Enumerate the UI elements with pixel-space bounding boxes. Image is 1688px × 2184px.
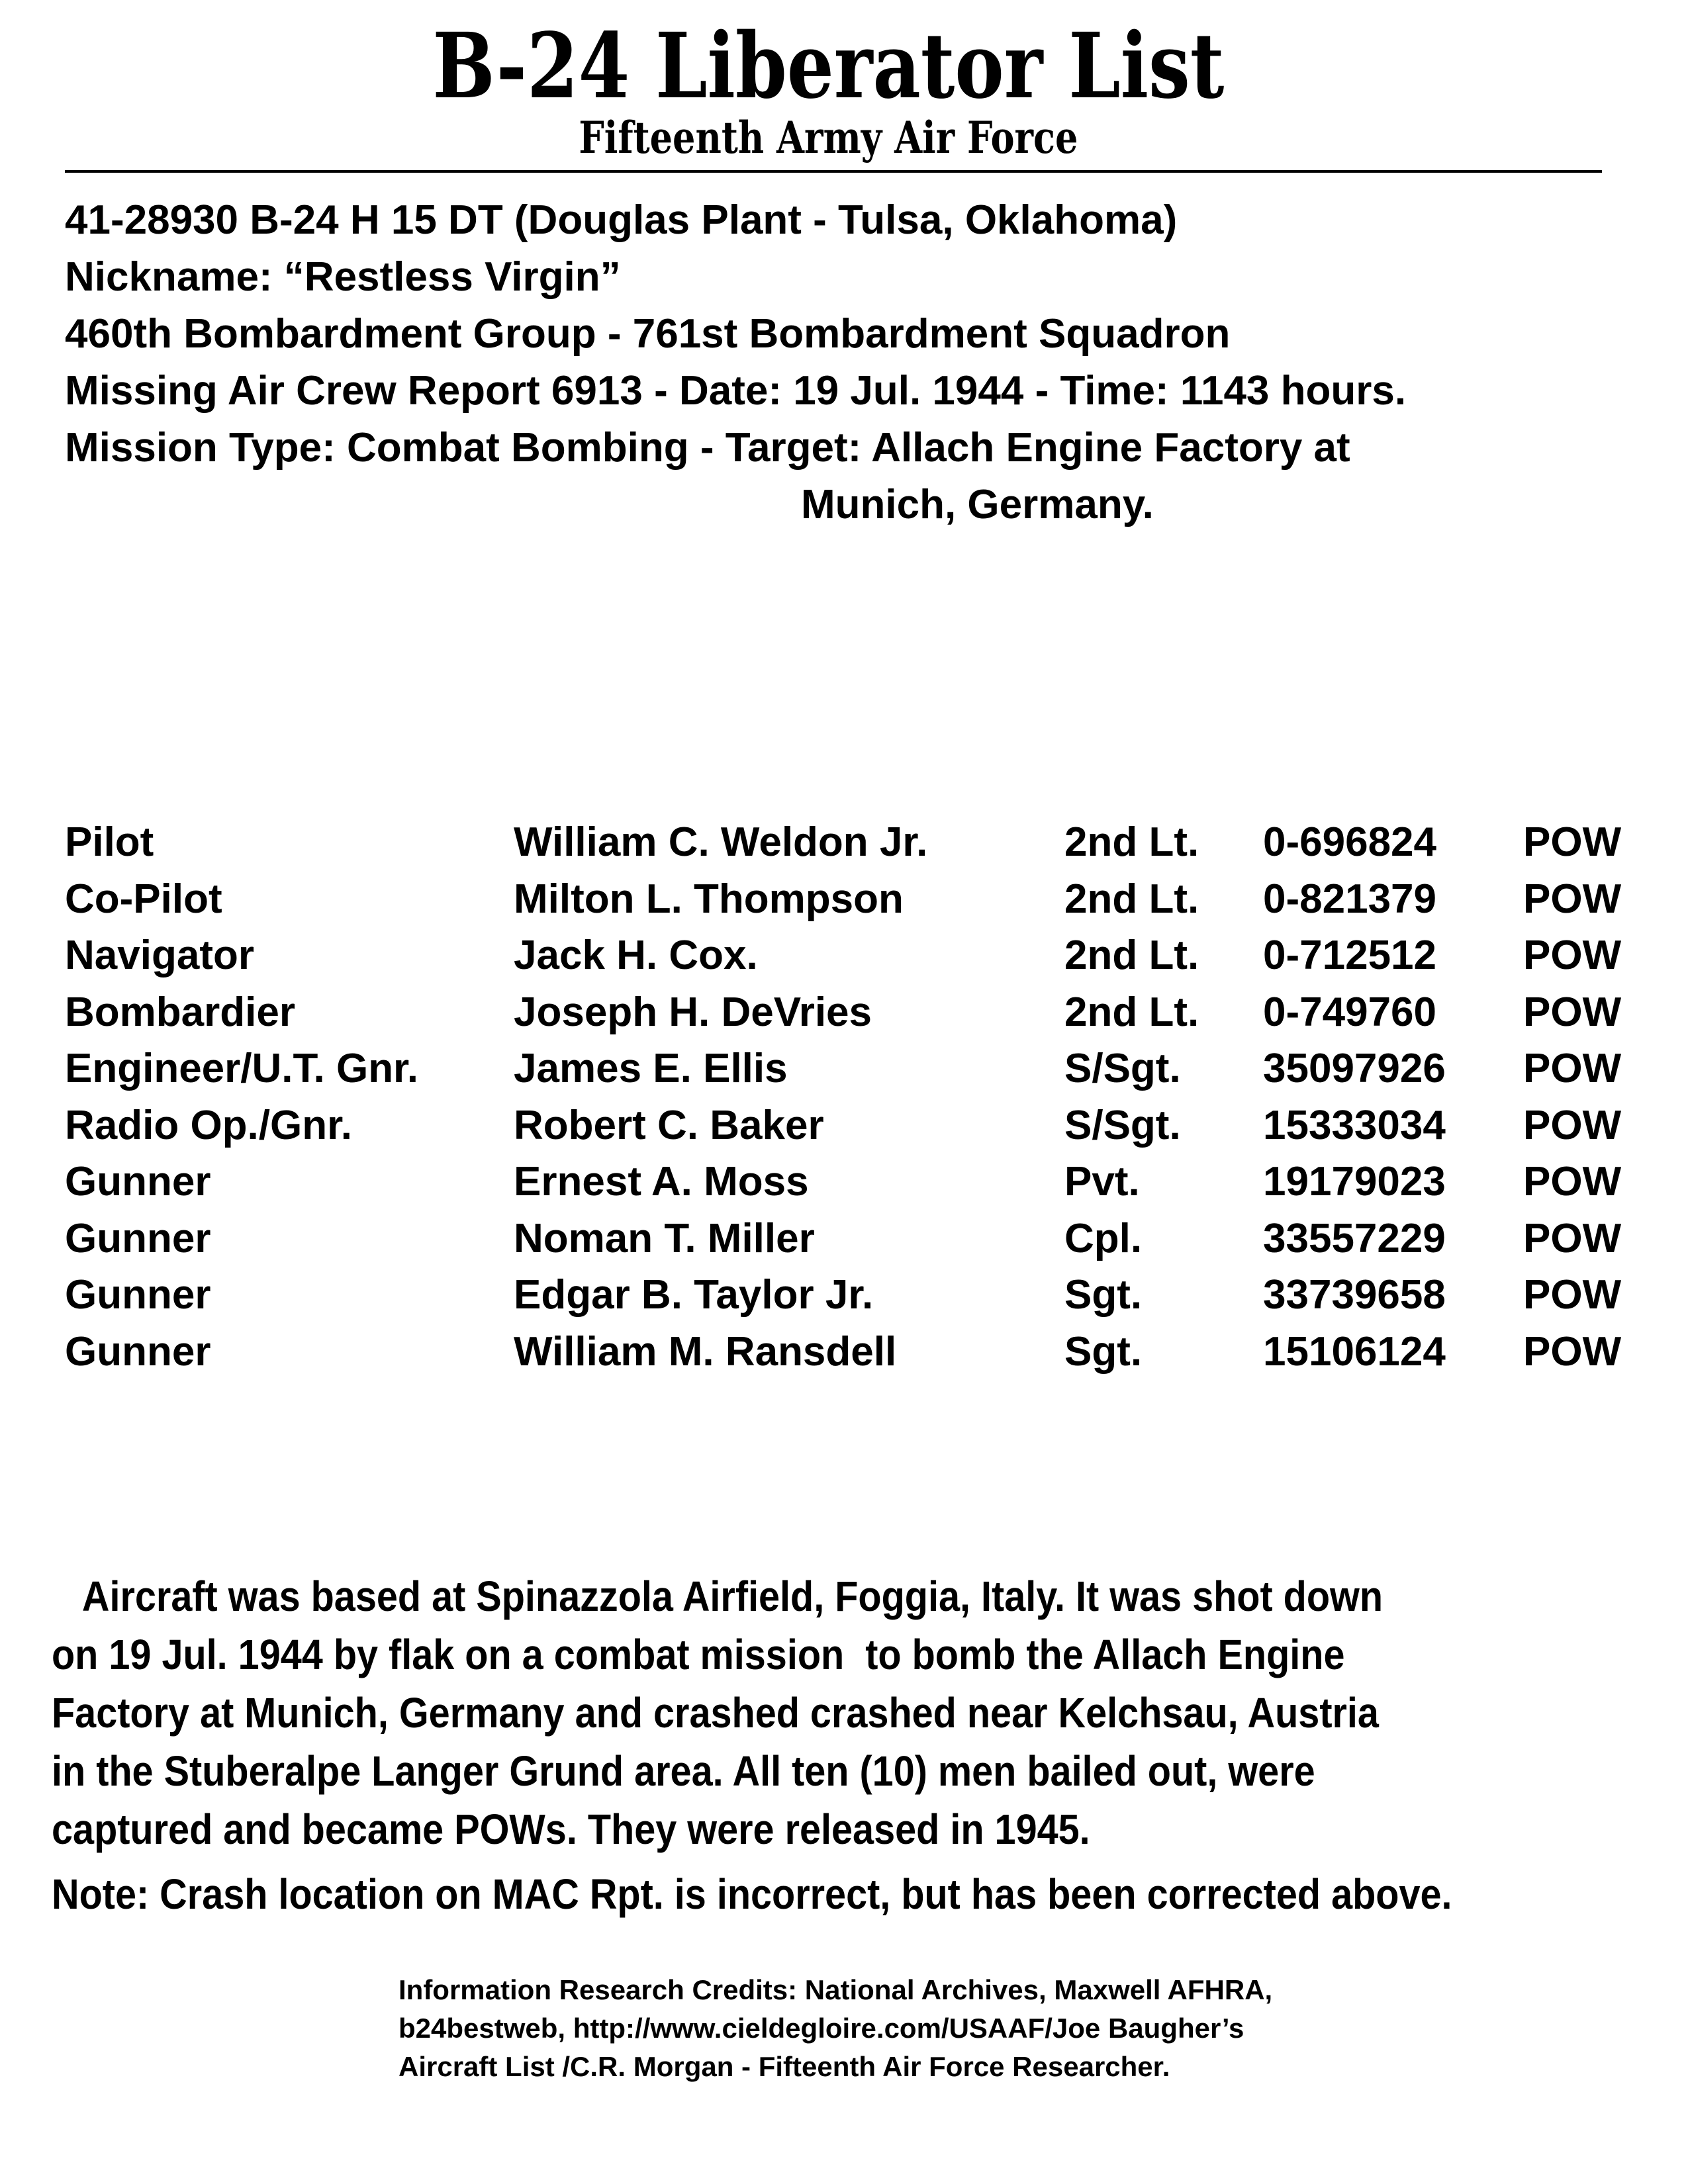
crew-name: Edgar B. Taylor Jr. [514,1272,874,1318]
crew-role: Gunner [65,1215,211,1261]
crew-rank: Cpl. [1064,1215,1143,1261]
crew-row [65,1097,1640,1154]
research-credits [399,1971,1458,2086]
aircraft-unit-line: 460th Bombardment Group - 761st Bombardment Squadron [65,311,1231,357]
crew-row [65,871,1640,928]
crew-name: William C. Weldon Jr. [514,819,928,865]
crew-role: Gunner [65,1272,211,1318]
crew-rank: Pvt. [1064,1159,1140,1205]
crew-role: Gunner [65,1159,211,1205]
crew-serial: 0-696824 [1263,819,1437,865]
crew-row [65,1267,1640,1324]
crew-row [65,984,1640,1041]
credits-line: Aircraft List /C.R. Morgan - Fifteenth Air Force Researcher. [399,2051,1170,2082]
crew-name: Joseph H. DeVries [514,989,872,1035]
crew-serial: 19179023 [1263,1159,1446,1205]
crew-name: Milton L. Thompson [514,876,904,922]
crew-rank: 2nd Lt. [1064,819,1199,865]
crew-row [65,1324,1640,1381]
crew-list [65,814,1640,1380]
crew-serial: 35097926 [1263,1046,1446,1091]
crew-row [65,927,1640,984]
narrative-line: in the Stuberalpe Langer Grund area. All ten (10) men bailed out, were [52,1747,1315,1795]
crew-serial: 15106124 [1263,1328,1446,1375]
narrative-line: Factory at Munich, Germany and crashed crashed near Kelchsau, Austria [52,1689,1379,1737]
crew-role: Bombardier [65,989,295,1035]
crew-status: POW [1523,1272,1622,1318]
crew-serial: 33557229 [1263,1215,1446,1261]
crew-name: Noman T. Miller [514,1215,815,1261]
crew-serial: 0-749760 [1263,989,1437,1035]
crew-role: Navigator [65,933,254,978]
crew-role: Co-Pilot [65,876,222,922]
crew-serial: 0-821379 [1263,876,1437,922]
crew-row [65,1210,1640,1267]
aircraft-nickname-line: Nickname: “Restless Virgin” [65,254,621,300]
crew-name: Robert C. Baker [514,1102,824,1148]
aircraft-mission-line: Mission Type: Combat Bombing - Target: Allach Engine Factory at [65,425,1350,471]
crew-rank: 2nd Lt. [1064,876,1199,922]
crew-status: POW [1523,989,1622,1035]
crew-role: Gunner [65,1328,211,1375]
crew-serial: 33739658 [1263,1272,1446,1318]
crew-rank: Sgt. [1064,1328,1143,1375]
page-subtitle: Fifteenth Army Air Force [579,112,1078,163]
crew-status: POW [1523,1328,1622,1375]
crew-name: William M. Ransdell [514,1328,897,1375]
narrative-line: Aircraft was based at Spinazzola Airfield, Foggia, Italy. It was shot down [52,1572,1383,1620]
crew-row [65,814,1640,871]
page-title: B-24 Liberator List [432,13,1225,119]
crew-role: Pilot [65,819,154,865]
aircraft-info [65,192,1654,533]
crew-rank: Sgt. [1064,1272,1143,1318]
crew-row [65,1154,1640,1210]
credits-line: b24bestweb, http://www.cieldegloire.com/USAAF/Joe Baugher’s [399,2013,1244,2044]
header-divider [65,170,1602,173]
crew-name: James E. Ellis [514,1046,788,1091]
crew-serial: 0-712512 [1263,933,1437,978]
aircraft-serial-line: 41-28930 B-24 H 15 DT (Douglas Plant - Tulsa, Oklahoma) [65,197,1178,243]
crew-status: POW [1523,1215,1622,1261]
crew-status: POW [1523,819,1622,865]
narrative-line: on 19 Jul. 1944 by flak on a combat mission to bomb the Allach Engine [52,1631,1345,1678]
crew-role: Engineer/U.T. Gnr. [65,1046,418,1091]
crew-status: POW [1523,1159,1622,1205]
crew-rank: S/Sgt. [1064,1046,1181,1091]
credits-line: Information Research Credits: National Archives, Maxwell AFHRA, [399,1974,1273,2005]
crew-row [65,1040,1640,1097]
crew-status: POW [1523,876,1622,922]
crew-role: Radio Op./Gnr. [65,1102,353,1148]
aircraft-macr-line: Missing Air Crew Report 6913 - Date: 19 Jul. 1944 - Time: 1143 hours. [65,368,1407,414]
crew-name: Jack H. Cox. [514,933,758,978]
narrative-note: Note: Crash location on MAC Rpt. is incorrect, but has been corrected above. [52,1870,1452,1918]
crew-status: POW [1523,933,1622,978]
crew-rank: S/Sgt. [1064,1102,1181,1148]
crew-status: POW [1523,1046,1622,1091]
aircraft-mission-line-cont: Munich, Germany. [801,482,1154,527]
incident-narrative [52,1567,1667,1923]
crew-serial: 15333034 [1263,1102,1446,1148]
crew-rank: 2nd Lt. [1064,989,1199,1035]
crew-name: Ernest A. Moss [514,1159,809,1205]
crew-rank: 2nd Lt. [1064,933,1199,978]
narrative-line: captured and became POWs. They were released in 1945. [52,1805,1090,1853]
crew-status: POW [1523,1102,1622,1148]
